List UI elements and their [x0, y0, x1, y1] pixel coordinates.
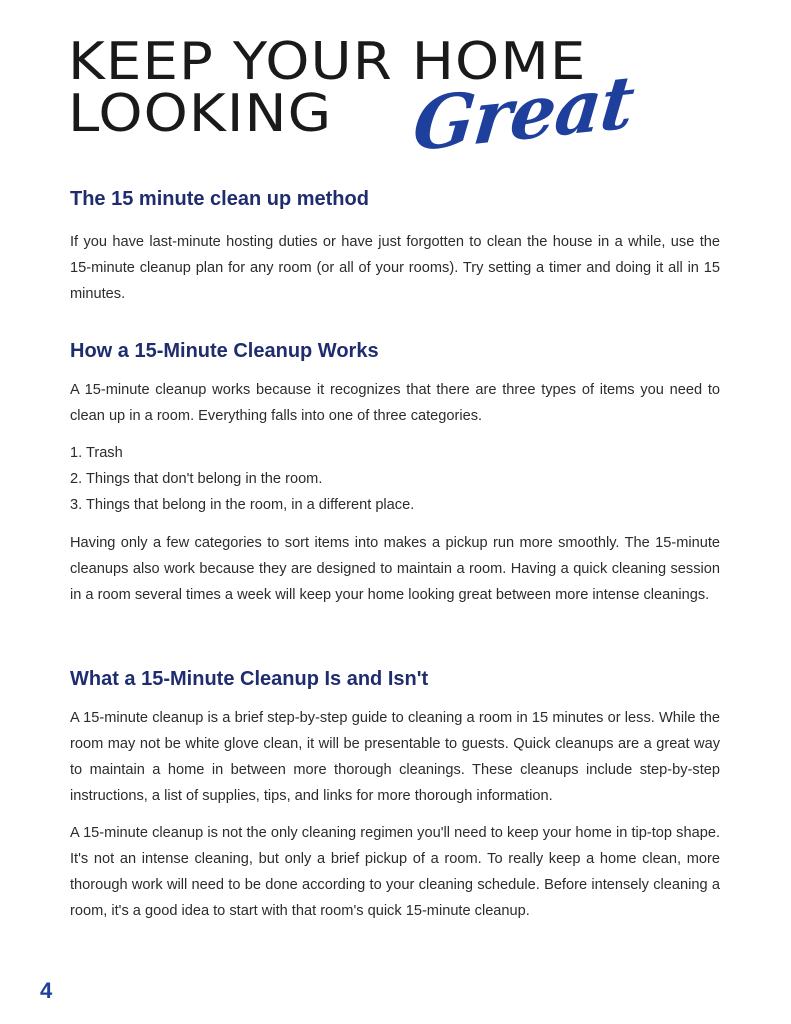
section-paragraph: A 15-minute cleanup is not the only cleaning regimen you'll need to keep your home in tip-top shape. It's not an intense cleaning, but only a brief pickup of a room. To really keep a home clean, more thorough work will need to be done according to your cleaning schedule. Before intensely cleaning a room, it's a good idea to start with that room's quick 15-minute cleanup.: [70, 825, 720, 919]
category-list: [70, 440, 720, 518]
section-paragraph: A 15-minute cleanup works because it recognizes that there are three types of items you need to clean up in a room. Everything falls into one of three categories.: [70, 382, 720, 424]
section-paragraph: If you have last-minute hosting duties or have just forgotten to clean the house in a while, use the 15-minute cleanup plan for any room (or all of your rooms). Try setting a timer and doing it all in 15 minutes.: [70, 234, 720, 302]
list-item: 3. Things that belong in the room, in a different place.: [70, 497, 415, 513]
section-paragraph: Having only a few categories to sort items into makes a pickup run more smoothly. The 15-minute cleanups also work because they are designed to maintain a room. Having a quick cleaning session in a room several times a week will keep your home looking great between more intense cleanings.: [70, 535, 720, 603]
section-paragraph: A 15-minute cleanup is a brief step-by-step guide to cleaning a room in 15 minutes or less. While the room may not be white glove clean, it will be presentable to guests. Quick cleanups are a great way to maintain a home in between more thorough cleanings. These cleanups include step-by-step instructions, a list of supplies, tips, and links for more thorough information.: [70, 710, 720, 804]
title-line-2: LOOKING: [68, 84, 333, 144]
section-heading-clean-up-method: The 15 minute clean up method: [70, 188, 369, 210]
list-item: 1. Trash: [70, 445, 123, 461]
title-line-1: KEEP YOUR HOME: [68, 32, 587, 92]
list-item: 2. Things that don't belong in the room.: [70, 471, 323, 487]
title-script-word: Great: [409, 58, 638, 168]
section-heading-how-it-works: How a 15-Minute Cleanup Works: [70, 340, 379, 362]
section-heading-is-and-isnt: What a 15-Minute Cleanup Is and Isn't: [70, 668, 429, 690]
page-number: 4: [40, 978, 53, 1003]
